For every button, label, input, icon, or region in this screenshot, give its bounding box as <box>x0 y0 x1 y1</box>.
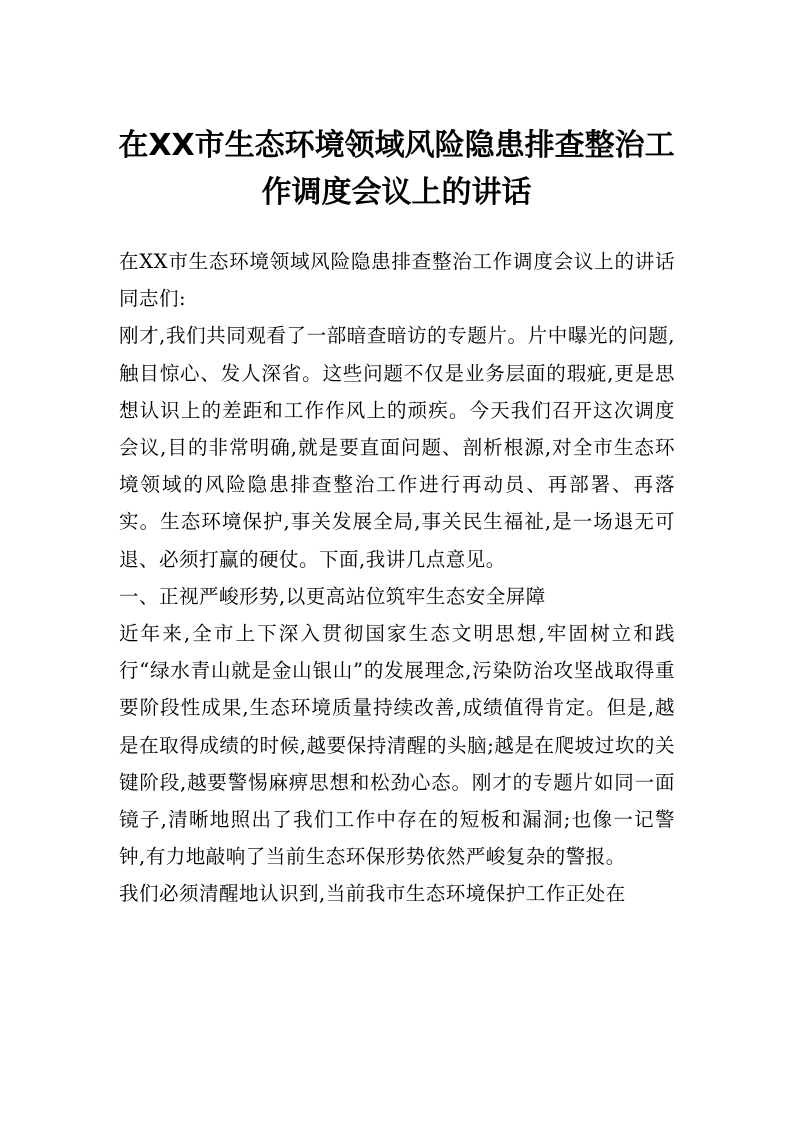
paragraph-opening: 在XX市生态环境领域风险隐患排查整治工作调度会议上的讲话同志们: <box>119 250 675 311</box>
paragraph-section-1-cont: 我们必须清醒地认识到,当前我市生态环境保护工作正处在 <box>119 882 626 906</box>
document-body <box>119 243 675 913</box>
paragraph-intro: 刚才,我们共同观看了一部暗查暗访的专题片。片中曝光的问题,触目惊心、发人深省。这些问题不仅是业务层面的瑕疵,更是思想认识上的差距和工作作风上的顽疾。今天我们召开这次调度会议,目的非常明确,就是要直面问题、剖析根源,对全市生态环境领域的风险隐患排查整治工作进行再动员、再部署、再落实。生态环境保护,事关发展全局,事关民生福祉,是一场退无可退、必须打赢的硬仗。下面,我讲几点意见。 <box>119 324 675 571</box>
section-heading-1: 一、正视严峻形势,以更高站位筑牢生态安全屏障 <box>119 584 546 608</box>
paragraph-section-1: 近年来,全市上下深入贯彻国家生态文明思想,牢固树立和践行“绿水青山就是金山银山”的发展理念,污染防治攻坚战取得重要阶段性成果,生态环境质量持续改善,成绩值得肯定。但是,越是在取得成绩的时候,越要保持清醒的头脑;越是在爬坡过坎的关键阶段,越要警惕麻痹思想和松劲心态。刚才的专题片如同一面镜子,清晰地照出了我们工作中存在的短板和漏洞;也像一记警钟,有力地敲响了当前生态环保形势依然严峻复杂的警报。 <box>119 622 675 869</box>
document-title: 在XX市生态环境领域风险隐患排查整治工作调度会议上的讲话 <box>118 128 675 210</box>
